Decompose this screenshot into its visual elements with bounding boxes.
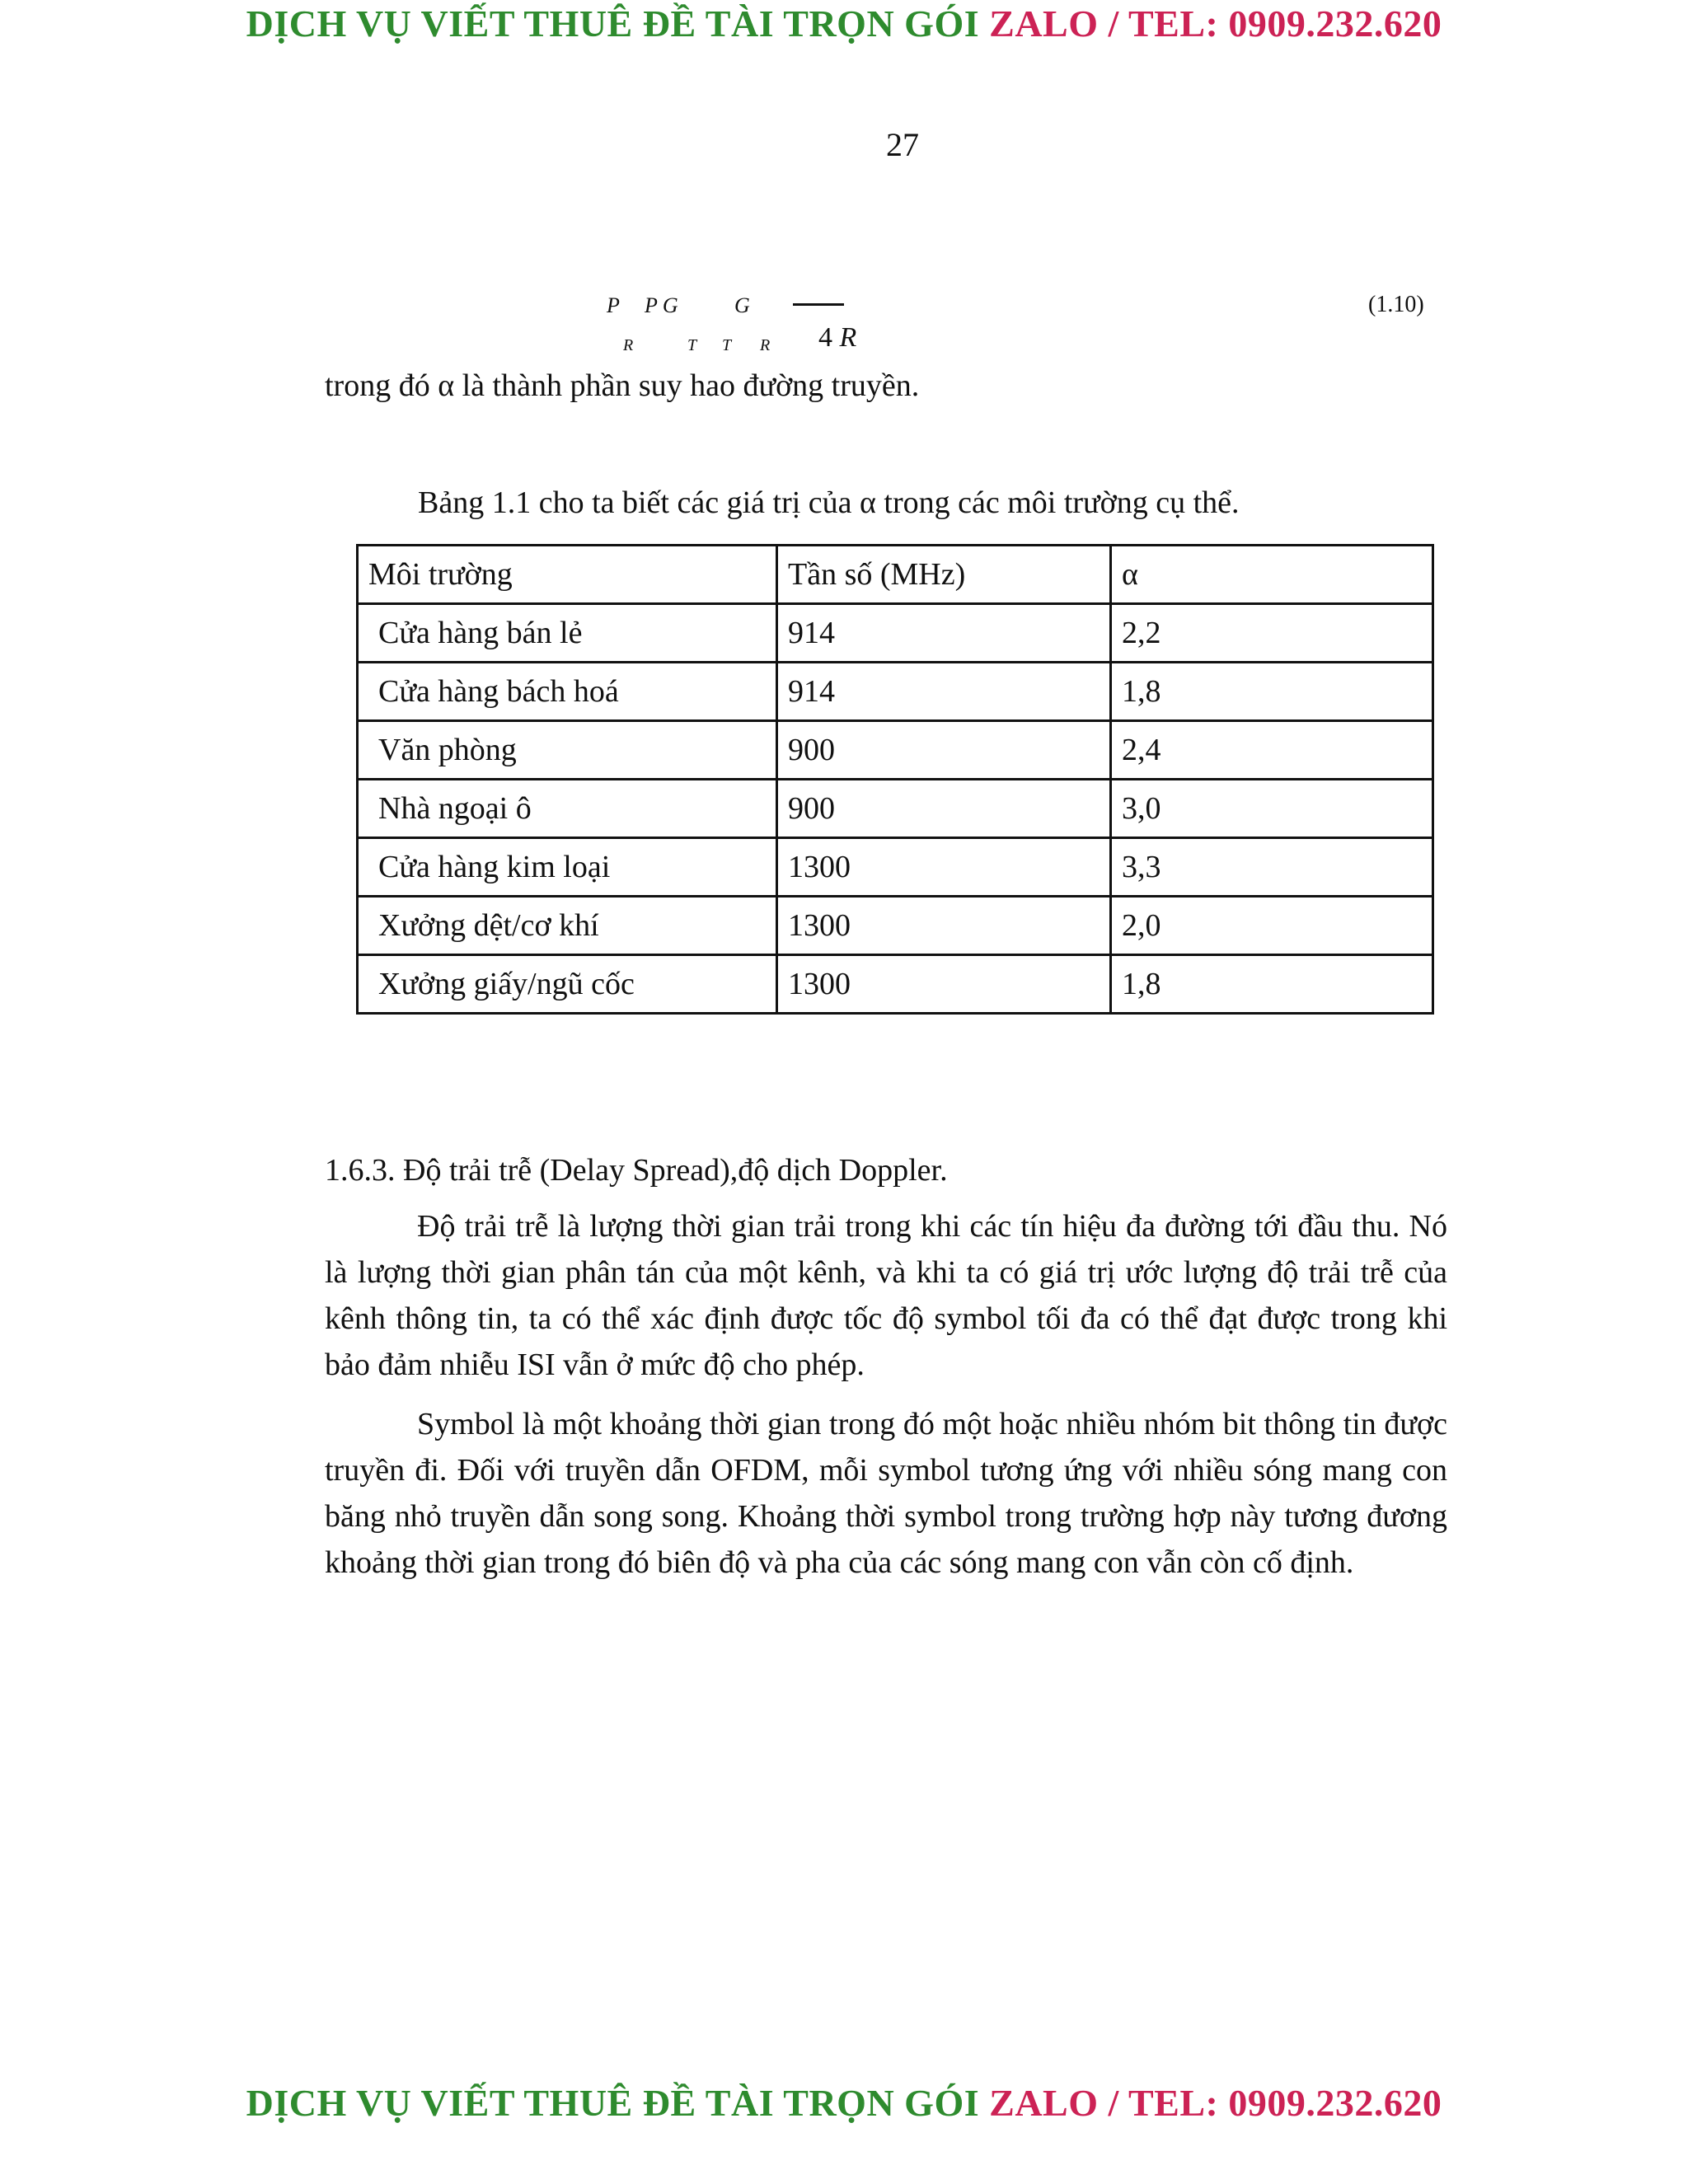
table-cell: Cửa hàng bách hoá	[358, 663, 777, 721]
table-cell: 3,0	[1111, 780, 1433, 838]
formula-subscript: T	[722, 336, 732, 354]
header-banner	[0, 2, 1688, 45]
table-row	[358, 838, 1433, 897]
denominator-number: 4	[818, 322, 832, 353]
fraction-denominator	[818, 322, 856, 354]
table-cell: Cửa hàng kim loại	[358, 838, 777, 897]
table-caption: Bảng 1.1 cho ta biết các giá trị của α trong các môi trường cụ thể.	[418, 485, 1240, 520]
table-row	[358, 663, 1433, 721]
formula-subscript: R	[760, 336, 771, 354]
table-header-cell: Tần số (MHz)	[777, 546, 1111, 604]
table-header-cell: α	[1111, 546, 1433, 604]
table-row	[358, 955, 1433, 1014]
table-cell: 914	[777, 663, 1111, 721]
table-cell: 1300	[777, 955, 1111, 1014]
table-cell: 2,2	[1111, 604, 1433, 663]
table-cell: 900	[777, 721, 1111, 780]
table-cell: 1,8	[1111, 955, 1433, 1014]
body-paragraph: Độ trải trễ là lượng thời gian trải trong khi các tín hiệu đa đường tới đầu thu. Nó là lượng thời gian phân tán của một kênh, và khi ta có giá trị ước lượng độ trải trễ của kênh thông tin, ta có thể xác định được tốc độ symbol tối đa có thể đạt được trong khi bảo đảm nhiễu ISI vẫn ở mức độ cho phép.	[325, 1209, 1447, 1382]
fraction-bar	[793, 303, 844, 306]
table-cell: 1,8	[1111, 663, 1433, 721]
equation-number: (1.10)	[1368, 292, 1424, 317]
table-row	[358, 780, 1433, 838]
formula-subscript: T	[687, 336, 697, 354]
body-paragraph: Symbol là một khoảng thời gian trong đó một hoặc nhiều nhóm bit thông tin được truyền đi. Đối với truyền dẫn OFDM, mỗi symbol tương ứng với nhiều sóng mang con băng nhỏ truyền dẫn song song. Khoảng thời symbol trong trường hợp này tương đương khoảng thời gian trong đó biên độ và pha của các sóng mang con vẫn còn cố định.	[325, 1407, 1447, 1580]
table-cell: Cửa hàng bán lẻ	[358, 604, 777, 663]
table-cell: 1300	[777, 897, 1111, 955]
banner-service-text: DỊCH VỤ VIẾT THUÊ ĐỀ TÀI TRỌN GÓI	[246, 2, 980, 45]
table-row	[358, 721, 1433, 780]
table-row	[358, 897, 1433, 955]
banner-service-text: DỊCH VỤ VIẾT THUÊ ĐỀ TÀI TRỌN GÓI	[246, 2082, 980, 2124]
table-cell: 1300	[777, 838, 1111, 897]
table-cell: 900	[777, 780, 1111, 838]
table-cell: Xưởng dệt/cơ khí	[358, 897, 777, 955]
table-header-row	[358, 546, 1433, 604]
formula-symbol: P G	[645, 293, 678, 317]
formula-symbol: G	[734, 293, 750, 317]
table-row	[358, 604, 1433, 663]
banner-contact-text: ZALO / TEL: 0909.232.620	[989, 2082, 1442, 2124]
table-cell: 3,3	[1111, 838, 1433, 897]
table-cell: Văn phòng	[358, 721, 777, 780]
table-cell: Nhà ngoại ô	[358, 780, 777, 838]
formula-symbol: P	[607, 293, 620, 317]
alpha-values-table	[356, 544, 1434, 1015]
table-header-cell: Môi trường	[358, 546, 777, 604]
table-cell: 2,4	[1111, 721, 1433, 780]
formula-explanation: trong đó α là thành phần suy hao đường truyền.	[325, 368, 920, 403]
page-number: 27	[886, 126, 919, 163]
section-heading: 1.6.3. Độ trải trễ (Delay Spread),độ dịch Doppler.	[325, 1153, 948, 1188]
footer-banner	[0, 2081, 1688, 2125]
formula-subscript: R	[623, 336, 634, 354]
table-cell: 2,0	[1111, 897, 1433, 955]
denominator-variable: R	[839, 322, 857, 353]
table-cell: Xưởng giấy/ngũ cốc	[358, 955, 777, 1014]
banner-contact-text: ZALO / TEL: 0909.232.620	[989, 2, 1442, 45]
table-cell: 914	[777, 604, 1111, 663]
